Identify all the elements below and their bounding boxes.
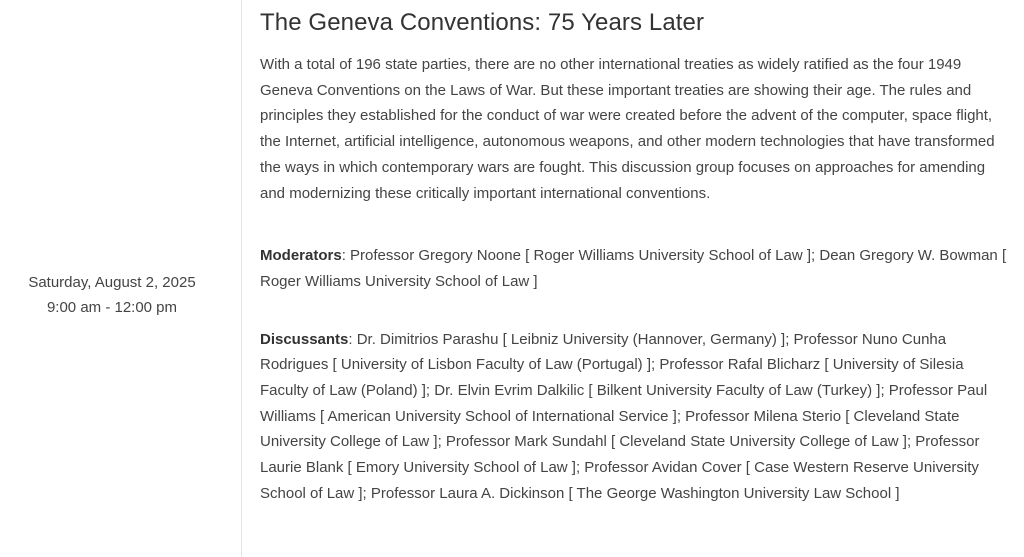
- moderators-list: Professor Gregory Noone [ Roger Williams University School of Law ]; Dean Gregory W. Bowman [ Roger Williams University School of Law ]: [260, 247, 1007, 290]
- discussants-section: Discussants: Dr. Dimitrios Parashu [ Leibniz University (Hannover, Germany) ]; Professor Nuno Cunha Rodrigues [ University of Lisbon Faculty of Law (Portugal) ]; Professor Rafal Blicharz [ University of Silesia Faculty of Law (Poland) ]; Dr. Elvin Evrim Dalkilic [ Bilkent University Faculty of Law (Turkey) ]; Professor Paul Williams [ American University School of International Service ]; Professor Milena Sterio [ Cleveland State University College of Law ]; Professor Mark Sundahl [ Cleveland State University College of Law ]; Professor Laurie Blank [ Emory University School of Law ]; Professor Avidan Cover [ Case Western Reserve University School of Law ]; Professor Laura A. Dickinson [ The George Washington University Law School ]: [260, 330, 988, 502]
- moderators-label: Moderators: [260, 247, 342, 265]
- discussants-list: Dr. Dimitrios Parashu [ Leibniz University (Hannover, Germany) ]; Professor Nuno Cunha Rodrigues [ University of Lisbon Faculty of Law (Portugal) ]; Professor Rafal Blicharz [ University of Silesia Faculty of Law (Poland) ]; Dr. Elvin Evrim Dalkilic [ Bilkent University Faculty of Law (Turkey) ]; Professor Paul Williams [ American University School of International Service ]; Professor Milena Sterio [ Cleveland State University College of Law ]; Professor Mark Sundahl [ Cleveland State University College of Law ]; Professor Laurie Blank [ Emory University School of Law ]; Professor Avidan Cover [ Case Western Reserve University School of Law ]; Professor Laura A. Dickinson [ The George Washington University Law School ]: [260, 330, 988, 502]
- discussants-label: Discussants: [260, 330, 349, 348]
- panel-details: [260, 6, 1012, 507]
- session-date: Saturday, August 2, 2025: [28, 274, 196, 291]
- panel-title: The Geneva Conventions: 75 Years Later: [260, 9, 705, 36]
- column-divider: [241, 0, 242, 557]
- session-datetime: [0, 270, 224, 320]
- moderators-section: Moderators: Professor Gregory Noone [ Roger Williams University School of Law ]; Dean Gregory W. Bowman [ Roger Williams University School of Law ]: [260, 247, 1007, 290]
- session-time: 9:00 am - 12:00 pm: [46, 299, 178, 316]
- panel-description: With a total of 196 state parties, there are no other international treaties as widely ratified as the four 1949 Geneva Conventions on the Laws of War. But these important treaties are showing their age. The rules and principles they established for the conduct of war were created before the advent of the computer, space flight, the Internet, artificial intelligence, autonomous weapons, and other modern technologies that have transformed the ways in which contemporary wars are fought. This discussion group focuses on approaches for amending and modernizing these critically important international conventions.: [260, 56, 995, 202]
